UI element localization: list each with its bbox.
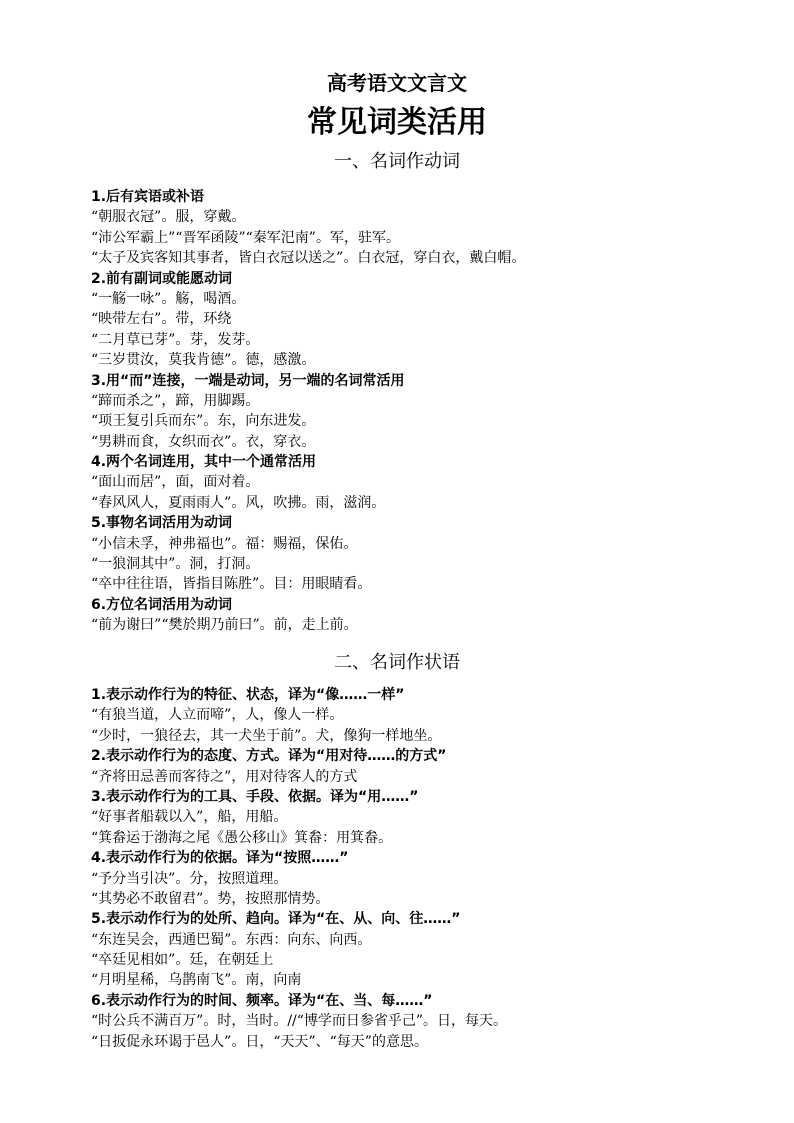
subsection-heading: 2.表示动作行为的态度、方式。译为“用对待……的方式”	[91, 748, 447, 765]
subsection-heading: 2.前有副词或能愿动词	[91, 270, 233, 287]
example-line: “项王复引兵而东”。东，向东进发。	[91, 413, 316, 430]
example-line: “男耕而食，女织而衣”。衣，穿衣。	[91, 433, 316, 450]
example-line: “东连吴会，西通巴蜀”。东西：向东、向西。	[91, 931, 372, 948]
subsection-heading: 4.表示动作行为的依据。译为“按照……”	[91, 850, 349, 867]
example-line: “蹄而杀之”，蹄，用脚踢。	[91, 392, 260, 409]
example-line: “卒中往往语，皆指目陈胜”。目：用眼睛看。	[91, 576, 372, 593]
example-line: “小信未孚，神弗福也”。福：赐福，保佑。	[91, 535, 358, 552]
example-line: “春风风人，夏雨雨人”。风，吹拂。雨，滋润。	[91, 494, 386, 511]
example-line: “其势必不敢留君”。势，按照那情势。	[91, 890, 330, 907]
example-line: “一觞一咏”。觞，喝酒。	[91, 290, 246, 307]
example-line: “好事者船载以入”，船，用船。	[91, 809, 288, 826]
example-line: “太子及宾客知其事者，皆白衣冠以送之”。白衣冠，穿白衣，戴白帽。	[91, 250, 526, 267]
example-line: “予分当引决”。分，按照道理。	[91, 870, 288, 887]
section-body	[91, 187, 771, 636]
example-line: “二月草已芽”。芽，发芽。	[91, 331, 260, 348]
subsection-heading: 3.表示动作行为的工具、手段、依据。译为“用……”	[91, 788, 419, 805]
section-body	[91, 685, 771, 1052]
example-line: “沛公军霸上”“晋军函陵”“秦军汜南”。军，驻军。	[91, 229, 400, 246]
example-line: “面山而居”，面，面对着。	[91, 474, 260, 491]
subsection-heading: 5.事物名词活用为动词	[91, 515, 233, 532]
example-line: “时公兵不满百万”。时，当时。//“博学而日参省乎己”。日，每天。	[91, 1013, 508, 1030]
example-line: “箕畚运于渤海之尾《愚公移山》箕畚：用箕畚。	[91, 829, 393, 846]
example-line: “有狼当道，人立而啼”，人，像人一样。	[91, 707, 344, 724]
example-line: “三岁贯汝，莫我肯德”。德，感激。	[91, 352, 316, 369]
example-line: “少时，一狼径去，其一犬坐于前”。犬，像狗一样地坐。	[91, 727, 442, 744]
example-line: “卒廷见相如”。廷，在朝廷上	[91, 952, 274, 969]
example-line: “映带左右”。带，环绕	[91, 311, 232, 328]
document-subtitle: 常见词类活用	[307, 105, 487, 140]
example-line: “前为谢曰”“樊於期乃前曰”。前，走上前。	[91, 617, 358, 634]
document-title: 高考语文文言文	[327, 71, 467, 95]
subsection-heading: 4.两个名词连用，其中一个通常活用	[91, 454, 317, 471]
section-heading: 一、名词作动词	[334, 151, 460, 172]
example-line: “齐将田忌善而客待之”，用对待客人的方式	[91, 768, 358, 785]
subsection-heading: 3.用“而”连接，一端是动词，另一端的名词常活用	[91, 372, 405, 389]
subsection-heading: 1.后有宾语或补语	[91, 189, 205, 205]
example-line: “日扳促永环谒于邑人”。日，“天天”、“每天”的意思。	[91, 1033, 428, 1050]
example-line: “月明星稀，乌鹊南飞”。南，向南	[91, 972, 302, 989]
subsection-heading: 6.方位名词活用为动词	[91, 596, 233, 613]
example-line: “一狼洞其中”。洞，打洞。	[91, 556, 260, 573]
subsection-heading: 5.表示动作行为的处所、趋向。译为“在、从、向、往……”	[91, 911, 461, 928]
section-heading: 二、名词作状语	[334, 652, 460, 673]
example-line: “朝服衣冠”。服，穿戴。	[91, 209, 246, 226]
subsection-heading: 1.表示动作行为的特征、状态，译为“像……一样”	[91, 687, 405, 703]
subsection-heading: 6.表示动作行为的时间、频率。译为“在、当、每……”	[91, 992, 433, 1009]
